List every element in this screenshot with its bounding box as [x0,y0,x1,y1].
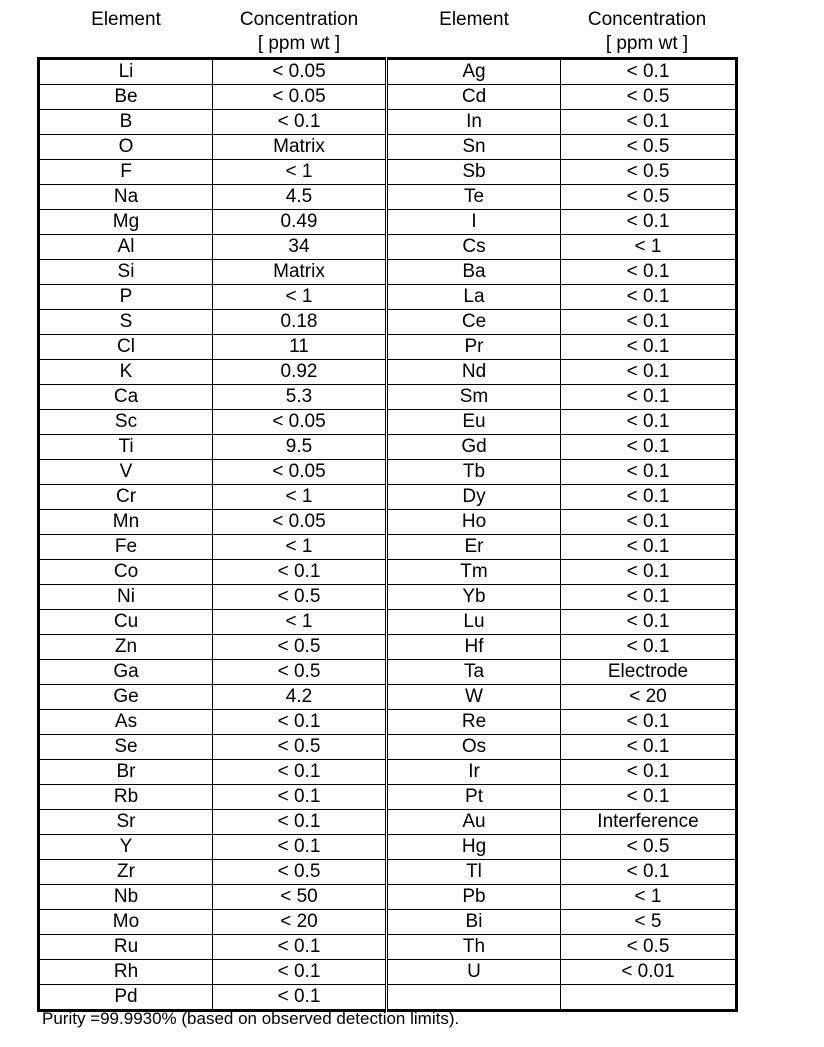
concentration-cell-left: < 20 [213,910,387,935]
concentration-cell-left: 34 [213,235,387,260]
table-row [39,660,737,685]
element-cell-right: Th [387,935,561,960]
element-cell-left: Zr [39,860,213,885]
element-cell-right: U [387,960,561,985]
table-row [39,385,737,410]
concentration-cell-right: < 0.1 [561,560,737,585]
concentration-cell-left: 5.3 [213,385,387,410]
table-row [39,760,737,785]
concentration-cell-right: < 0.1 [561,485,737,510]
concentration-cell-right: < 1 [561,235,737,260]
table-row [39,735,737,760]
concentration-cell-right: < 0.1 [561,510,737,535]
element-cell-right: In [387,110,561,135]
element-cell-right: Re [387,710,561,735]
table-row [39,185,737,210]
concentration-cell-left: 4.2 [213,685,387,710]
column-header-concentration-right [561,8,733,56]
concentration-cell-right: < 0.1 [561,760,737,785]
element-cell-right: Pb [387,885,561,910]
element-cell-left: Fe [39,535,213,560]
concentration-cell-right: < 0.1 [561,785,737,810]
table-row [39,785,737,810]
element-cell-left: Nb [39,885,213,910]
element-cell-right: Sb [387,160,561,185]
table-row [39,110,737,135]
table-row [39,310,737,335]
element-cell-left: Mn [39,510,213,535]
element-cell-right: Dy [387,485,561,510]
element-cell-left: Ca [39,385,213,410]
element-cell-right: Pt [387,785,561,810]
element-cell-left: Zn [39,635,213,660]
concentration-cell-right: < 0.1 [561,385,737,410]
concentration-cell-left: < 0.5 [213,660,387,685]
element-cell-left: V [39,460,213,485]
element-cell-right: Ta [387,660,561,685]
concentration-cell-right: < 0.1 [561,260,737,285]
element-cell-right: Er [387,535,561,560]
concentration-cell-left: < 1 [213,535,387,560]
element-cell-left: Al [39,235,213,260]
table-row [39,960,737,985]
table-row [39,885,737,910]
table-row [39,285,737,310]
concentration-cell-left: < 50 [213,885,387,910]
element-cell-left: Br [39,760,213,785]
table-row [39,985,737,1011]
column-header-concentration-right-label: Concentration [587,9,707,30]
column-header-unit-right: [ ppm wt ] [605,33,689,54]
concentration-cell-left: 0.49 [213,210,387,235]
concentration-cell-left: < 0.5 [213,735,387,760]
column-header-element-left-label: Element [91,9,161,30]
concentration-cell-left: < 0.05 [213,460,387,485]
element-cell-left: K [39,360,213,385]
element-cell-right: Cd [387,85,561,110]
concentration-cell-right: < 0.1 [561,635,737,660]
table-row [39,535,737,560]
element-cell-left: Si [39,260,213,285]
concentration-cell-right: < 0.1 [561,360,737,385]
concentration-cell-right: < 0.1 [561,59,737,85]
concentration-cell-left: < 0.1 [213,835,387,860]
table-row [39,510,737,535]
table-row [39,910,737,935]
table-row [39,460,737,485]
concentration-cell-left: < 0.1 [213,985,387,1011]
element-cell-right: Bi [387,910,561,935]
element-cell-right: Tb [387,460,561,485]
concentration-cell-right: < 0.1 [561,210,737,235]
element-cell-right: Ce [387,310,561,335]
element-cell-left: Co [39,560,213,585]
element-cell-left: P [39,285,213,310]
element-cell-left: Li [39,59,213,85]
concentration-cell-right: Electrode [561,660,737,685]
column-header-concentration-left-label: Concentration [239,9,359,30]
table-row [39,435,737,460]
concentration-cell-right: < 5 [561,910,737,935]
element-cell-left: Be [39,85,213,110]
concentration-cell-left: 0.92 [213,360,387,385]
element-cell-right: Tm [387,560,561,585]
element-cell-left: Ru [39,935,213,960]
concentration-cell-left: < 0.1 [213,110,387,135]
concentration-cell-left: 0.18 [213,310,387,335]
table-row [39,560,737,585]
concentration-cell-right: < 0.5 [561,185,737,210]
concentration-cell-right: < 0.1 [561,335,737,360]
element-cell-right: Ho [387,510,561,535]
concentration-cell-right: < 0.1 [561,710,737,735]
concentration-cell-right: < 0.5 [561,85,737,110]
element-cell-right: Os [387,735,561,760]
element-cell-left: Se [39,735,213,760]
concentration-cell-right: < 0.5 [561,135,737,160]
element-cell-right: Hg [387,835,561,860]
concentration-cell-right: < 1 [561,885,737,910]
table-row [39,260,737,285]
element-cell-left: As [39,710,213,735]
element-cell-right: Ag [387,59,561,85]
concentration-cell-left: < 0.5 [213,860,387,885]
table-row [39,485,737,510]
concentration-cell-left: < 0.05 [213,510,387,535]
concentration-cell-left: < 1 [213,285,387,310]
concentration-cell-left: < 0.05 [213,85,387,110]
column-header-unit-left: [ ppm wt ] [257,33,341,54]
concentration-cell-left: < 1 [213,610,387,635]
element-cell-right: I [387,210,561,235]
table-row [39,235,737,260]
element-cell-right: Au [387,810,561,835]
element-cell-left: Na [39,185,213,210]
element-cell-left: Cr [39,485,213,510]
element-cell-left: Ni [39,585,213,610]
table-row [39,210,737,235]
table-row [39,685,737,710]
element-cell-left: Sc [39,410,213,435]
element-cell-right: Yb [387,585,561,610]
concentration-cell-left: < 0.1 [213,760,387,785]
concentration-cell-left: 11 [213,335,387,360]
concentration-cell-right: < 0.1 [561,410,737,435]
table-row [39,59,737,85]
column-header-element-right-label: Element [439,9,509,30]
table-row [39,360,737,385]
element-cell-right: W [387,685,561,710]
concentration-cell-left: < 0.1 [213,710,387,735]
element-cell-left: Cl [39,335,213,360]
element-cell-left: Cu [39,610,213,635]
table-row [39,935,737,960]
concentration-cell-right: < 0.1 [561,735,737,760]
element-cell-left: Ga [39,660,213,685]
concentration-cell-right: < 0.5 [561,935,737,960]
concentration-cell-left: < 0.1 [213,560,387,585]
concentration-cell-left: < 0.5 [213,635,387,660]
table-row [39,335,737,360]
concentration-cell-right: < 20 [561,685,737,710]
concentration-cell-left: < 0.1 [213,810,387,835]
table-row [39,410,737,435]
concentration-cell-left: < 0.05 [213,410,387,435]
table-row [39,860,737,885]
table-row [39,135,737,160]
element-cell-left: Sr [39,810,213,835]
table-row [39,835,737,860]
element-cell-right: Gd [387,435,561,460]
element-cell-left: Y [39,835,213,860]
element-cell-right: Tl [387,860,561,885]
element-cell-right: Eu [387,410,561,435]
element-cell-right: Sn [387,135,561,160]
concentration-cell-left: < 1 [213,160,387,185]
concentration-cell-left: < 0.05 [213,59,387,85]
concentration-cell-right: < 0.1 [561,535,737,560]
element-cell-left: Mo [39,910,213,935]
element-cell-left: Ti [39,435,213,460]
concentration-cell-right: < 0.1 [561,460,737,485]
concentration-cell-right: < 0.1 [561,585,737,610]
element-cell-right: Nd [387,360,561,385]
table-row [39,610,737,635]
element-cell-left: Rb [39,785,213,810]
concentration-cell-left: 9.5 [213,435,387,460]
element-cell-left: Ge [39,685,213,710]
element-cell-left: O [39,135,213,160]
concentration-cell-right: < 0.1 [561,860,737,885]
concentration-cell-right: < 0.1 [561,110,737,135]
concentration-cell-right: < 0.1 [561,435,737,460]
element-cell-left: Mg [39,210,213,235]
concentration-cell-right: < 0.1 [561,310,737,335]
concentration-cell-right: Interference [561,810,737,835]
concentration-cell-left: < 0.5 [213,585,387,610]
concentration-cell-right: < 0.5 [561,160,737,185]
element-cell-right [387,985,561,1011]
table-row [39,710,737,735]
concentration-cell-right: < 0.5 [561,835,737,860]
element-cell-right: Hf [387,635,561,660]
element-cell-right: Sm [387,385,561,410]
concentration-cell-left: Matrix [213,260,387,285]
concentration-cell-left: 4.5 [213,185,387,210]
element-cell-left: Rh [39,960,213,985]
concentration-cell-right: < 0.01 [561,960,737,985]
element-cell-left: S [39,310,213,335]
element-cell-left: Pd [39,985,213,1011]
table-row [39,85,737,110]
concentration-cell-left: < 0.1 [213,785,387,810]
element-cell-right: Te [387,185,561,210]
element-cell-right: La [387,285,561,310]
table-row [39,160,737,185]
element-cell-right: Lu [387,610,561,635]
column-header-element-right [388,8,560,32]
concentration-cell-right: < 0.1 [561,610,737,635]
concentration-cell-right [561,985,737,1011]
concentration-cell-right: < 0.1 [561,285,737,310]
impurity-table [37,57,738,1012]
concentration-cell-left: Matrix [213,135,387,160]
concentration-cell-left: < 0.1 [213,960,387,985]
table-row [39,810,737,835]
concentration-cell-left: < 1 [213,485,387,510]
element-cell-left: F [39,160,213,185]
element-cell-right: Pr [387,335,561,360]
column-header-concentration-left [213,8,385,56]
table-row [39,585,737,610]
concentration-cell-left: < 0.1 [213,935,387,960]
element-cell-right: Cs [387,235,561,260]
element-cell-left: B [39,110,213,135]
purity-note: Purity =99.9930% (based on observed detection limits). [42,1009,460,1028]
element-cell-right: Ir [387,760,561,785]
table-row [39,635,737,660]
column-header-element-left [40,8,212,32]
impurity-table-body [39,59,737,1011]
element-cell-right: Ba [387,260,561,285]
